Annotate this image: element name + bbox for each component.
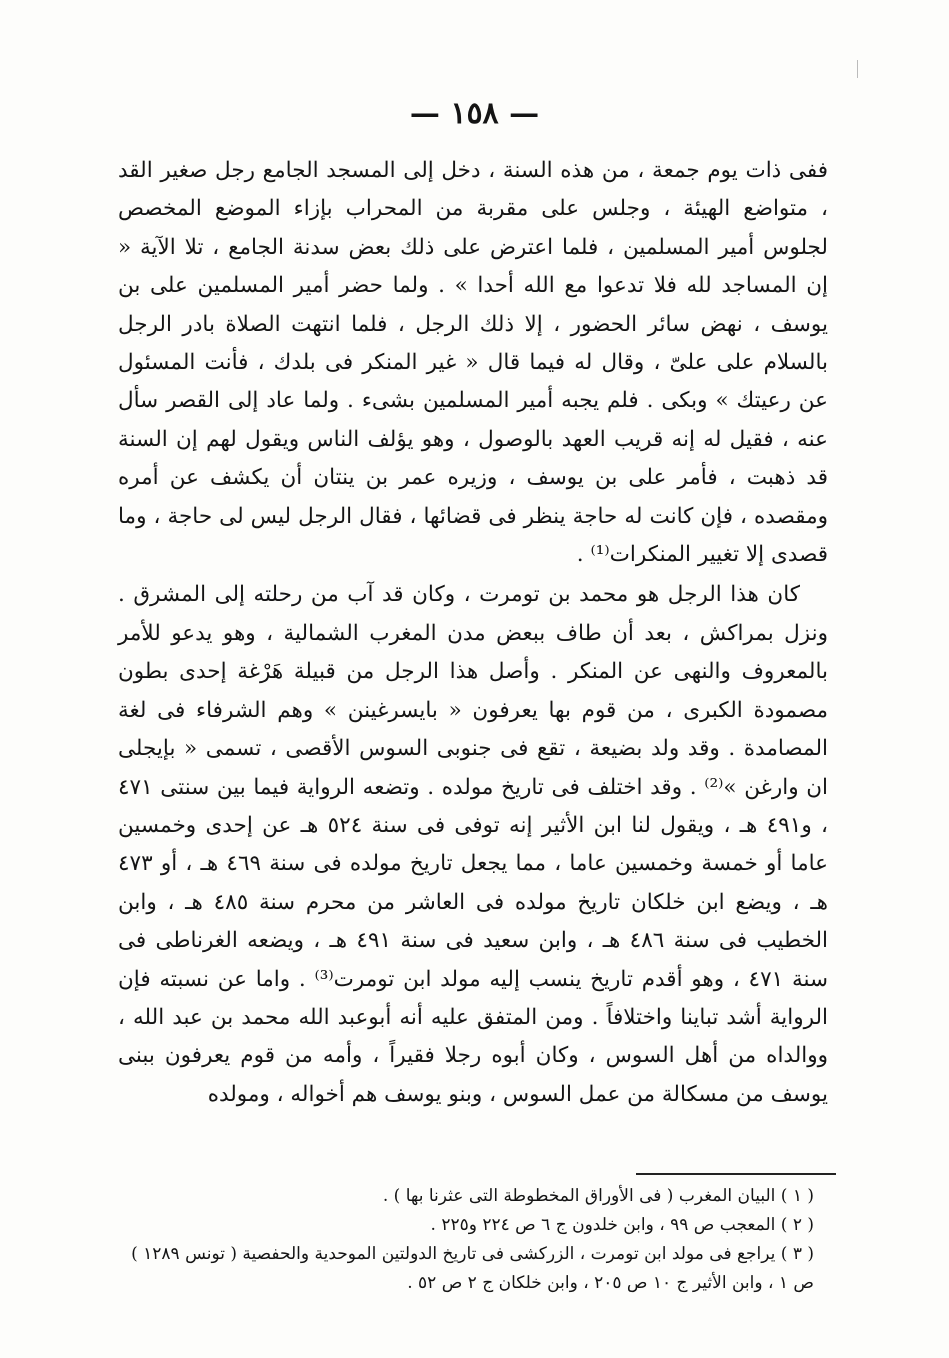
footnote-1: ( ١ ) البيان المغرب ( فى الأوراق المخطوطة التى عثرنا بها ) . bbox=[382, 1186, 814, 1206]
footnotes bbox=[118, 1182, 828, 1298]
body-text bbox=[118, 152, 828, 1114]
paragraph-1: ففى ذات يوم جمعة ، من هذه السنة ، دخل إلى المسجد الجامع رجل صغير القد ، متواضع الهيئة ، وجلس على مقربة من المحراب بإزاء الموضع المخصص لجلوس أمير المسلمين ، فلما اعترض على ذلك بعض سدنة الجامع ، تلا الآية « إن المساجد لله فلا تدعوا مع الله أحدا » . ولما حضر أمير المسلمين على بن يوسف ، نهض سائر الحضور ، إلا ذلك الرجل ، فلما انتهت الصلاة بادر الرجل بالسلام على علىّ ، وقال له فيما قال « غير المنكر فى بلدك ، فأنت المسئول عن رعيتك » وبكى . فلم يجبه أمير المسلمين بشىء . ولما عاد إلى القصر سأل عنه ، فقيل له إنه قريب العهد بالوصول ، وهو يؤلف الناس ويقول لهم إن السنة قد ذهبت ، فأمر على بن يوسف ، وزيره عمر بن ينتان أن يكشف عن أمره ومقصده ، فإن كانت له حاجة ينظر فى قضائها ، فقال الرجل ليس لى حاجة ، وما قصدى إلا تغيير المنكرات⁽¹⁾ . bbox=[118, 158, 828, 568]
footnote-separator bbox=[636, 1173, 836, 1175]
scan-mark bbox=[857, 60, 858, 78]
footnote-3: ( ٣ ) يراجع فى مولد ابن تومرت ، الزركشى فى تاريخ الدولتين الموحدية والحفصية ( تونس ١٢٨٩ ) ص ١ ، وابن الأثير ج ١٠ ص ٢٠٥ ، وابن خلكان ج ٢ ص ٥٢ . bbox=[131, 1244, 814, 1293]
paragraph-2: كان هذا الرجل هو محمد بن تومرت ، وكان قد آب من رحلته إلى المشرق . ونزل بمراكش ، بعد أن طاف ببعض مدن المغرب الشمالية ، وهو يدعو للأمر بالمعروف والنهى عن المنكر . وأصل هذا الرجل من قبيلة هَرْغة إحدى بطون مصمودة الكبرى ، من قوم بها يعرفون « بايسرغينن » وهم الشرفاء فى لغة المصامدة . وقد ولد بضيعة ، تقع فى جنوبى السوس الأقصى ، تسمى « بإيجلى ان وارغن »⁽²⁾ . وقد اختلف فى تاريخ مولده . وتضعه الرواية فيما بين سنتى ٤٧١ ، و٤٩١ هـ ، ويقول لنا ابن الأثير إنه توفى فى سنة ٥٢٤ هـ عن إحدى وخمسين عاما أو خمسة وخمسين عاما ، مما يجعل تاريخ مولده فى سنة ٤٦٩ هـ ، أو ٤٧٣ هـ ، ويضع ابن خلكان تاريخ مولده فى العاشر من محرم سنة ٤٨٥ هـ ، وابن الخطيب فى سنة ٤٨٦ هـ ، وابن سعيد فى سنة ٤٩١ هـ ، ويضعه الغرناطى فى سنة ٤٧١ ، وهو أقدم تاريخ ينسب إليه مولد ابن تومرت⁽³⁾ . واما عن نسبته فإن الرواية أشد تباينا واختلافاً . ومن المتفق عليه أنه أبوعبد الله محمد بن عبد الله ، ووالداه من أهل السوس ، وكان أبوه رجلا فقيراً ، وأمه من قوم يعرفون ببنى يوسف من مسكالة من عمل السوس ، وبنو يوسف هم أخواله ، ومولده bbox=[118, 582, 828, 1107]
page-number: — ١٥٨ — bbox=[409, 96, 540, 131]
footnote-2: ( ٢ ) المعجب ص ٩٩ ، وابن خلدون ج ٦ ص ٢٢٤ و٢٢٥ . bbox=[430, 1215, 814, 1235]
